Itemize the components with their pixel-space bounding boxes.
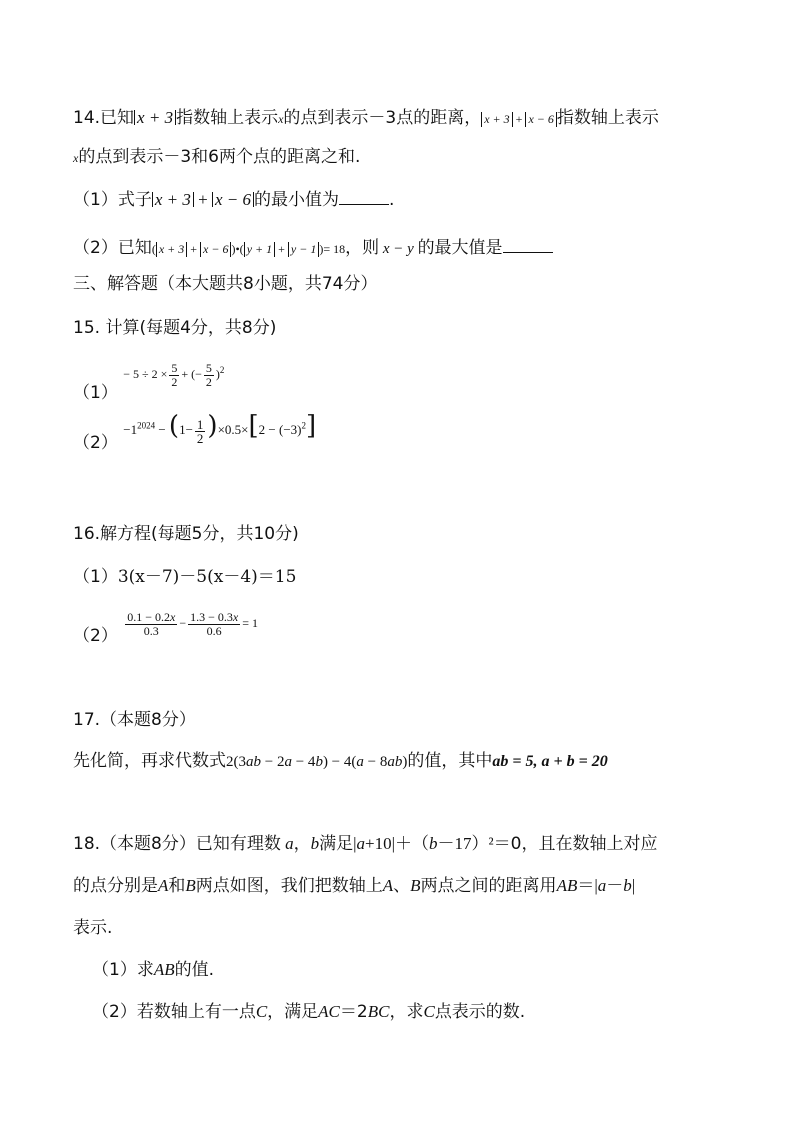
q14-sub1: （1）式子 x + 3 + x − 6 的最小值为 .: [73, 190, 395, 210]
q15-part1: （1） $^{- 5 \div 2 \times \frac{5}{2} + (- \frac{5}{2} )^2}$: [73, 360, 225, 403]
q18-line3: 表示.: [73, 918, 113, 938]
abs-x-plus-3: x + 3: [134, 110, 176, 125]
section-title: 三、解答题（本大题共8小题，共74分）: [73, 274, 378, 294]
q18-line1: 18.（本题8分）已知有理数 a，b满足|a+10|＋（b－17）²＝0，且在数轴上对应: [73, 834, 658, 854]
q15-title: 15. 计算(每题4分，共8分): [73, 318, 277, 338]
answer-blank[interactable]: [339, 203, 389, 205]
q17-title: 17.（本题8分）: [73, 710, 196, 730]
q18-line2: 的点分别是A和B两点如图，我们把数轴上A、B两点之间的距离用AB＝|a－b|: [73, 876, 636, 896]
q18-sub2: （2）若数轴上有一点C，满足AC＝2BC，求C点表示的数.: [92, 1002, 526, 1022]
q14-line1: 14.已知 x + 3 指数轴上表示x的点到表示－3点的距离， x + 3 + x − 6 指数轴上表示: [73, 108, 659, 128]
q16-title: 16.解方程(每题5分，共10分): [73, 524, 299, 544]
q16-part1: （1）3(x－7)－5(x－4)＝15: [73, 567, 297, 587]
q14-line2: x的点到表示－3和6两个点的距离之和.: [73, 147, 361, 167]
q17-text: 先化简，再求代数式2(3ab − 2a − 4b) − 4(a − 8ab)的值，其中ab = 5, a + b = 20: [73, 751, 608, 771]
expression: $\frac{0.1 - 0.2x}{0.3}$ − $\frac{1.3 - 0.3x}{0.6}$ = 1: [127, 609, 259, 638]
q15-part2: （2） $^{-1^{2024} - (1- \frac{1}{2} )\times 0.5\times[2 - (-3)^2]}$: [73, 411, 317, 454]
expression: − 5 ÷ 2 × 5 2 + (− 5 2 )2: [123, 360, 225, 389]
q18-sub1: （1）求AB的值.: [92, 960, 215, 980]
q14-sub2: （2）已知( x + 3 + x − 6 )•( y + 1 + y − 1 )= 18，则 x − y 的最大值是: [73, 236, 553, 261]
q16-part2: （2） $\frac{0.1 - 0.2x}{0.3}$ − $\frac{1.3 - 0.3x}{0.6}$ = 1: [73, 609, 259, 646]
answer-blank[interactable]: [503, 251, 553, 253]
expression: −12024 − (1− 1 2 )×0.5×[2 − (−3)2]: [123, 411, 317, 446]
